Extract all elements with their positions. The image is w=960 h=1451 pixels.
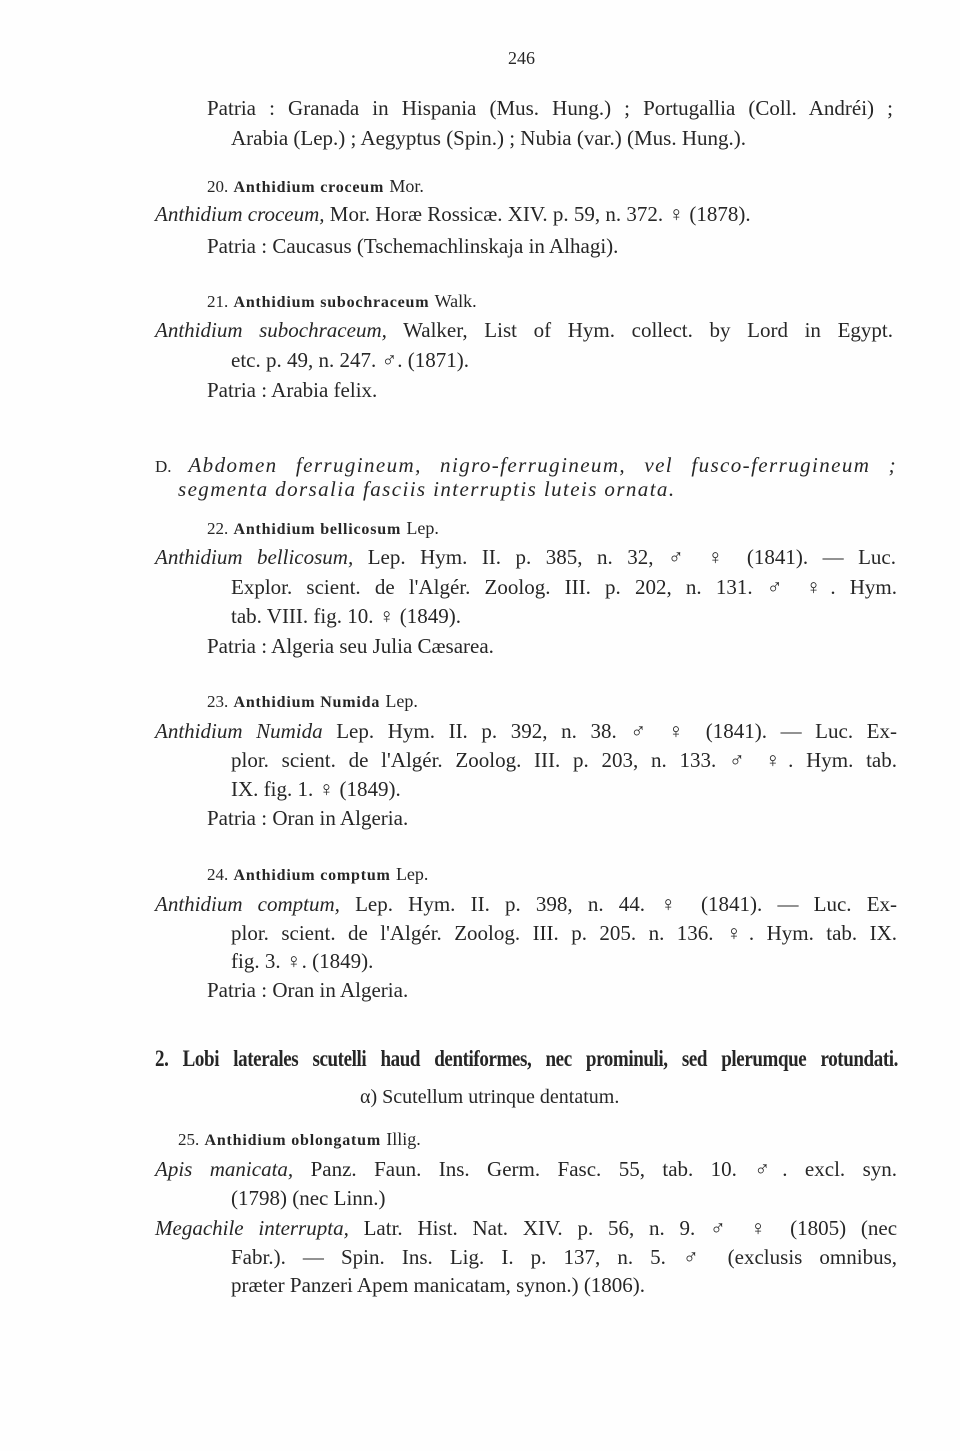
species-number: 20. [207, 177, 229, 196]
species-heading [207, 172, 424, 198]
synonym-line [155, 1215, 897, 1241]
section-d-text: Abdomen ferrugineum, nigro-ferrugineum, vel fusco-ferrugineum ; [188, 453, 897, 477]
synonym-name: Anthidium subochraceum, [155, 318, 387, 342]
synonym-reference: Mor. Horæ Rossicæ. XIV. p. 59, n. 372. ♀ (1878). [329, 202, 751, 226]
species-number: 25. [178, 1130, 200, 1149]
synonym-reference-continued: fig. 3. ♀. (1849). [231, 949, 374, 973]
patria-line: Patria : Algeria seu Julia Cæsarea. [207, 634, 494, 658]
synonym-name: Anthidium comptum, [155, 892, 340, 916]
species-author: Mor. [389, 176, 424, 196]
species-name: Anthidium croceum [233, 179, 385, 196]
synonym-reference-continued: IX. fig. 1. ♀ (1849). [231, 777, 401, 801]
species-heading [178, 1125, 421, 1151]
synonym-reference-continued: (1798) (nec Linn.) [231, 1186, 386, 1210]
species-heading [207, 514, 439, 540]
species-name: Anthidium subochraceum [233, 294, 430, 311]
species-heading [207, 860, 428, 886]
species-author: Illig. [386, 1129, 421, 1149]
patria-line: Patria : Caucasus (Tschemachlinskaja in Alhagi). [207, 234, 619, 258]
species-name: Anthidium oblongatum [204, 1132, 381, 1149]
species-author: Lep. [385, 691, 418, 711]
species-name: Anthidium Numida [233, 694, 381, 711]
synonym-line [155, 201, 751, 227]
patria-line: Patria : Arabia felix. [207, 378, 378, 402]
species-number: 24. [207, 865, 229, 884]
synonym-reference: Panz. Faun. Ins. Germ. Fasc. 55, tab. 10. ♂. excl. syn. [310, 1157, 897, 1181]
section-d-description [155, 452, 897, 478]
patria-line-continued: Arabia (Lep.) ; Aegyptus (Spin.) ; Nubia (var.) (Mus. Hung.). [231, 126, 746, 150]
species-name: Anthidium bellicosum [233, 521, 402, 538]
synonym-reference: Lep. Hym. II. p. 392, n. 38. ♂ ♀ (1841). — Luc. Ex- [336, 719, 897, 743]
synonym-reference-continued: plor. scient. de l'Algér. Zoolog. III. p. 205. n. 136. ♀. Hym. tab. IX. [231, 921, 897, 945]
synonym-reference: Walker, List of Hym. collect. by Lord in Egypt. [403, 318, 893, 342]
synonym-reference-continued: Fabr.). — Spin. Ins. Lig. I. p. 137, n. 5. ♂ (exclusis omnibus, [231, 1245, 897, 1269]
synonym-reference-continued: etc. p. 49, n. 247. ♂. (1871). [231, 348, 469, 372]
synonym-name: Anthidium bellicosum, [155, 545, 354, 569]
species-name: Anthidium comptum [233, 867, 391, 884]
patria-line: Patria : Oran in Algeria. [207, 806, 409, 830]
section-d-label: D. [155, 457, 172, 476]
synonym-reference: Lep. Hym. II. p. 398, n. 44. ♀ (1841). — Luc. Ex- [355, 892, 898, 916]
patria-line: Patria : Oran in Algeria. [207, 978, 409, 1002]
synonym-line [155, 1156, 897, 1182]
synonym-reference: Lep. Hym. II. p. 385, n. 32, ♂ ♀ (1841). — Luc. [367, 545, 896, 569]
synonym-reference-continued: plor. scient. de l'Algér. Zoolog. III. p. 203, n. 133. ♂ ♀. Hym. tab. [231, 748, 897, 772]
section-subheading: α) Scutellum utrinque dentatum. [360, 1086, 620, 1108]
species-number: 21. [207, 292, 229, 311]
synonym-reference-continued: præter Panzeri Apem manicatam, synon.) (1806). [231, 1273, 646, 1297]
synonym-name: Anthidium Numida [155, 719, 323, 743]
species-heading [207, 687, 418, 713]
synonym-reference-continued: tab. VIII. fig. 10. ♀ (1849). [231, 604, 461, 628]
species-author: Lep. [406, 518, 439, 538]
synonym-name: Megachile interrupta, [155, 1216, 349, 1240]
section-d-text-continued: segmenta dorsalia fasciis interruptis luteis ornata. [178, 477, 676, 501]
synonym-reference-continued: Explor. scient. de l'Algér. Zoolog. III. p. 202, n. 131. ♂ ♀. Hym. [231, 575, 897, 599]
page-number: 246 [508, 48, 535, 68]
synonym-line [155, 891, 897, 917]
species-heading [207, 287, 477, 313]
species-author: Walk. [434, 291, 477, 311]
synonym-name: Anthidium croceum, [155, 202, 325, 226]
species-number: 23. [207, 692, 229, 711]
species-author: Lep. [395, 864, 429, 884]
synonym-name: Apis manicata, [155, 1157, 294, 1181]
patria-line: Patria : Granada in Hispania (Mus. Hung.) ; Portugallia (Coll. Andréi) ; [207, 96, 893, 120]
synonym-line [155, 317, 893, 343]
synonym-reference: Latr. Hist. Nat. XIV. p. 56, n. 9. ♂ ♀ (1805) (nec [363, 1216, 898, 1240]
synonym-line [155, 544, 896, 570]
synonym-line [155, 718, 897, 744]
section-heading: 2. Lobi laterales scutelli haud dentiformes, nec prominuli, sed plerumque rotundati. [155, 1046, 898, 1073]
species-number: 22. [207, 519, 229, 538]
